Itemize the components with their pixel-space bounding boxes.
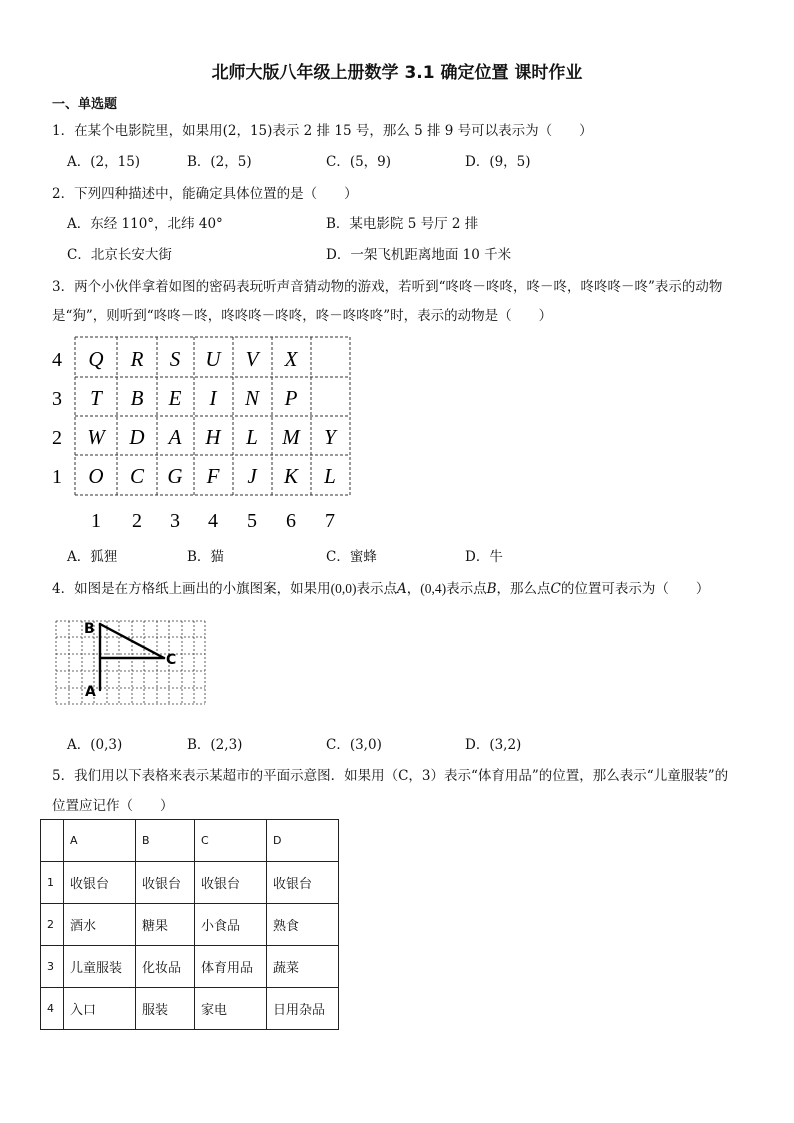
grid-letter: I: [209, 386, 217, 410]
grid-column-label: 2: [132, 510, 142, 532]
q3-option-a[interactable]: A．狐狸: [67, 549, 118, 565]
table-cell: 日用杂品: [267, 988, 339, 1030]
q3-option-b[interactable]: B．猫: [187, 549, 224, 565]
code-table-grid: [40, 335, 360, 535]
table-cell: 服装: [136, 988, 195, 1030]
table-cell: 酒水: [64, 904, 136, 946]
question-2-stem: 2．下列四种描述中，能确定具体位置的是（ ）: [52, 186, 358, 202]
grid-letter: G: [167, 464, 183, 488]
table-cell: 体育用品: [195, 946, 267, 988]
grid-row-label: 1: [52, 466, 62, 488]
q4-sep: ，: [406, 581, 421, 597]
grid-letter: J: [247, 464, 257, 488]
table-cell: 收银台: [136, 862, 195, 904]
flag-label-b: B: [84, 621, 95, 637]
q4-coord-b: (0,4): [420, 581, 447, 596]
page-title: 北师大版八年级上册数学 3.1 确定位置 课时作业: [211, 63, 583, 83]
q1-option-d[interactable]: D．(9，5): [465, 154, 531, 170]
q3-option-d[interactable]: D．牛: [465, 549, 503, 565]
table-cell: 收银台: [64, 862, 136, 904]
table-cell: 入口: [64, 988, 136, 1030]
supermarket-table: [40, 819, 339, 1030]
q2-option-a[interactable]: A．东经 110°，北纬 40°: [67, 216, 223, 232]
grid-letter: W: [87, 425, 105, 449]
table-cell: 蔬菜: [267, 946, 339, 988]
table-header-cell: D: [267, 820, 339, 862]
q4-option-d[interactable]: D．(3,2): [465, 737, 522, 753]
q4-option-b[interactable]: B．(2,3): [187, 737, 243, 753]
flag-label-c: C: [166, 652, 177, 668]
table-cell: 3: [41, 946, 64, 988]
grid-letter: R: [130, 347, 144, 371]
table-header-cell: B: [136, 820, 195, 862]
grid-column-label: 7: [325, 510, 335, 532]
table-header-cell: A: [64, 820, 136, 862]
flag-label-a: A: [85, 684, 96, 700]
table-cell: 熟食: [267, 904, 339, 946]
grid-column-label: 4: [208, 510, 218, 532]
q2-option-c[interactable]: C．北京长安大街: [67, 247, 172, 263]
grid-letter: N: [244, 386, 260, 410]
grid-letter: P: [284, 386, 298, 410]
table-row: [41, 988, 339, 1030]
grid-row-label: 4: [52, 349, 62, 371]
table-cell: 小食品: [195, 904, 267, 946]
q4-stem-pre: 4．如图是在方格纸上画出的小旗图案，如果用: [52, 581, 331, 597]
q4-stem-mid3: ，那么点: [496, 581, 551, 597]
q1-option-b[interactable]: B．(2，5): [187, 154, 252, 170]
table-row: [41, 946, 339, 988]
section-heading: 一、单选题: [52, 97, 118, 112]
grid-letter: B: [130, 386, 144, 410]
q2-option-b[interactable]: B．某电影院 5 号厅 2 排: [326, 216, 479, 232]
table-cell: 糖果: [136, 904, 195, 946]
table-row: [41, 862, 339, 904]
question-3-stem-line1: 3．两个小伙伴拿着如图的密码表玩听声音猜动物的游戏，若听到“咚咚－咚咚，咚－咚，咚咚咚－咚”表示的动物: [52, 279, 723, 295]
q4-point-a: A: [396, 581, 407, 597]
grid-letter: Y: [324, 425, 336, 449]
grid-row-label: 3: [52, 388, 62, 410]
q1-option-a[interactable]: A．(2，15): [67, 154, 141, 170]
grid-column-label: 6: [286, 510, 296, 532]
q4-stem-mid2: 表示点: [446, 581, 487, 597]
q1-option-c[interactable]: C．(5，9): [326, 154, 392, 170]
grid-column-label: 3: [170, 510, 180, 532]
grid-row-label: 2: [52, 427, 62, 449]
table-header-cell: [41, 820, 64, 862]
q4-point-b: B: [486, 581, 497, 597]
table-header-row: [41, 820, 339, 862]
q4-option-c[interactable]: C．(3,0): [326, 737, 382, 753]
q2-option-d[interactable]: D．一架飞机距离地面 10 千米: [326, 247, 512, 263]
question-4-stem: [52, 577, 709, 597]
q4-coord-a: (0,0): [330, 581, 357, 596]
question-5-stem-line1: 5．我们用以下表格来表示某超市的平面示意图．如果用（C，3）表示“体育用品”的位置，那么表示“儿童服装”的: [52, 768, 729, 784]
grid-letter: L: [324, 464, 336, 488]
grid-letter: M: [282, 425, 300, 449]
grid-letter: C: [129, 464, 145, 488]
grid-letter: F: [206, 464, 220, 488]
grid-letter: A: [168, 425, 182, 449]
table-cell: 1: [41, 862, 64, 904]
q4-stem-mid1: 表示点: [356, 581, 397, 597]
q3-option-c[interactable]: C．蜜蜂: [326, 549, 377, 565]
grid-letter: X: [284, 347, 298, 371]
table-cell: 儿童服装: [64, 946, 136, 988]
grid-letter: L: [246, 425, 258, 449]
grid-letter: V: [245, 347, 259, 371]
table-cell: 2: [41, 904, 64, 946]
table-cell: 4: [41, 988, 64, 1030]
table-cell: 收银台: [195, 862, 267, 904]
table-header-cell: C: [195, 820, 267, 862]
grid-letter: K: [283, 464, 299, 488]
grid-letter: E: [168, 386, 182, 410]
table-cell: 家电: [195, 988, 267, 1030]
grid-letter: O: [88, 464, 104, 488]
question-1-stem: 1．在某个电影院里，如果用(2，15)表示 2 排 15 号，那么 5 排 9 号可以表示为（ ）: [52, 123, 593, 139]
grid-column-label: 1: [91, 510, 101, 532]
q4-point-c: C: [550, 581, 561, 597]
grid-letter: T: [90, 386, 102, 410]
table-row: [41, 904, 339, 946]
flag-grid-lines: [56, 621, 205, 704]
grid-letter: H: [205, 425, 221, 449]
table-cell: 化妆品: [136, 946, 195, 988]
question-3-stem-line2: 是“狗”，则听到“咚咚－咚，咚咚咚－咚咚，咚－咚咚咚”时，表示的动物是（ ）: [52, 308, 553, 324]
q4-option-a[interactable]: A．(0,3): [67, 737, 123, 753]
flag-grid-figure: [52, 618, 212, 708]
grid-letter: Q: [88, 347, 104, 371]
grid-column-label: 5: [247, 510, 257, 532]
q4-stem-post: 的位置可表示为（ ）: [560, 581, 710, 597]
question-5-stem-line2: 位置应记作（ ）: [52, 798, 174, 814]
grid-letter: D: [129, 425, 145, 449]
grid-letter: U: [205, 347, 221, 371]
grid-letter: S: [169, 347, 181, 371]
table-cell: 收银台: [267, 862, 339, 904]
